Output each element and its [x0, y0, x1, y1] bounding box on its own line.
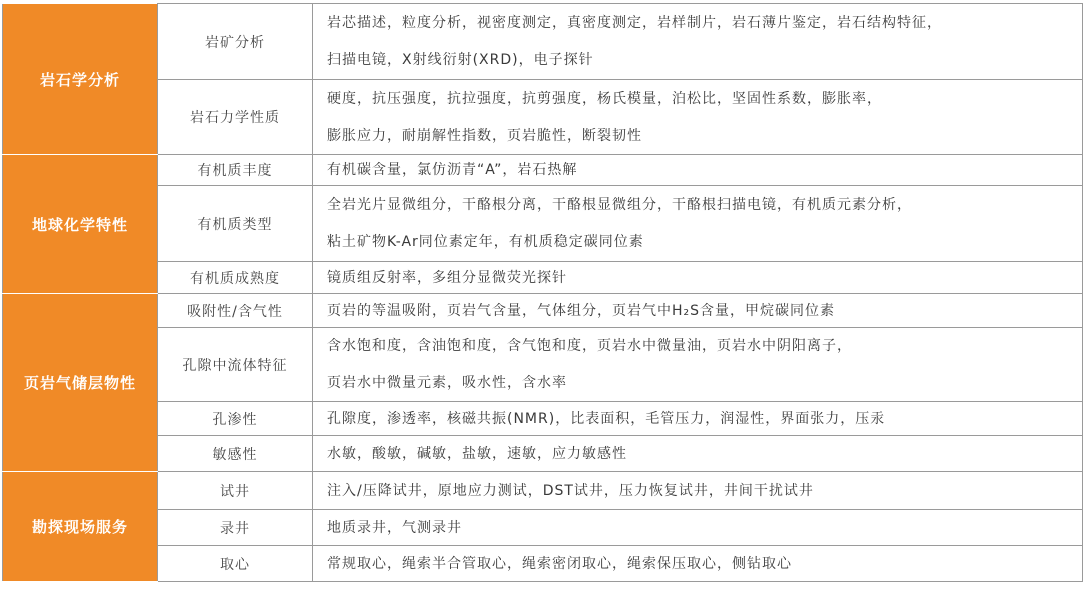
items-line: 膨胀应力，耐崩解性指数，页岩脆性，断裂韧性 [327, 127, 642, 144]
items-cell [313, 294, 1083, 328]
items-cell [313, 402, 1083, 436]
subcategory-cell: 敏感性 [158, 436, 313, 472]
items-line: 有机碳含量，氯仿沥青“A”，岩石热解 [327, 162, 578, 178]
analysis-table-container [2, 3, 1082, 582]
table-row [3, 4, 1083, 80]
subcategory-cell: 取心 [158, 546, 313, 582]
table-row [3, 294, 1083, 328]
table-row [3, 155, 1083, 186]
items-line: 硬度，抗压强度，抗拉强度，抗剪强度，杨氏模量，泊松比，坚固性系数，膨胀率， [327, 90, 882, 107]
table-row [3, 262, 1083, 294]
subcategory-cell: 岩石力学性质 [158, 80, 313, 155]
items-line: 孔隙度，渗透率，核磁共振(NMR)，比表面积，毛管压力，润湿性，界面张力，压汞 [327, 410, 886, 427]
items-cell [313, 80, 1083, 155]
items-line: 页岩水中微量元素，吸水性，含水率 [327, 375, 567, 391]
items-cell [313, 4, 1083, 80]
subcategory-cell: 有机质成熟度 [158, 262, 313, 294]
items-line: 扫描电镜，X射线衍射(XRD)，电子探针 [327, 52, 594, 68]
subcategory-cell: 试井 [158, 472, 313, 510]
analysis-services-table [2, 3, 1083, 582]
items-line: 水敏，酸敏，碱敏，盐敏，速敏，应力敏感性 [327, 445, 627, 462]
table-row [3, 546, 1083, 582]
items-line: 镜质组反射率，多组分显微荧光探针 [327, 269, 567, 286]
items-line: 含水饱和度，含油饱和度，含气饱和度，页岩水中微量油，页岩水中阴阳离子， [327, 338, 852, 354]
subcategory-cell: 岩矿分析 [158, 4, 313, 80]
items-cell [313, 472, 1083, 510]
items-cell [313, 328, 1083, 402]
category-cell-field-services: 勘探现场服务 [3, 472, 158, 582]
items-line: 注入/压降试井，原地应力测试，DST试井，压力恢复试井，井间干扰试井 [327, 482, 814, 499]
subcategory-cell: 有机质类型 [158, 186, 313, 262]
subcategory-cell: 孔渗性 [158, 402, 313, 436]
category-cell-petrology: 岩石学分析 [3, 4, 158, 155]
category-cell-geochemistry: 地球化学特性 [3, 155, 158, 294]
items-line: 粘土矿物K-Ar同位素定年，有机质稳定碳同位素 [327, 234, 644, 250]
items-cell [313, 155, 1083, 186]
table-row [3, 186, 1083, 262]
category-cell-reservoir: 页岩气储层物性 [3, 294, 158, 472]
table-row [3, 80, 1083, 155]
items-cell [313, 436, 1083, 472]
items-cell [313, 546, 1083, 582]
items-cell [313, 186, 1083, 262]
items-cell [313, 510, 1083, 546]
items-line: 地质录井，气测录井 [327, 519, 462, 536]
table-row [3, 328, 1083, 402]
table-row [3, 472, 1083, 510]
items-line: 常规取心，绳索半合管取心，绳索密闭取心，绳索保压取心，侧钻取心 [327, 555, 792, 572]
subcategory-cell: 孔隙中流体特征 [158, 328, 313, 402]
subcategory-cell: 录井 [158, 510, 313, 546]
table-row [3, 436, 1083, 472]
table-row [3, 510, 1083, 546]
items-cell [313, 262, 1083, 294]
items-line: 全岩光片显微组分，干酪根分离，干酪根显微组分，干酪根扫描电镜，有机质元素分析， [327, 197, 912, 213]
subcategory-cell: 吸附性/含气性 [158, 294, 313, 328]
items-line: 岩芯描述，粒度分析，视密度测定，真密度测定，岩样制片，岩石薄片鉴定，岩石结构特征， [327, 15, 942, 31]
subcategory-cell: 有机质丰度 [158, 155, 313, 186]
table-row [3, 402, 1083, 436]
items-line: 页岩的等温吸附，页岩气含量，气体组分，页岩气中H₂S含量，甲烷碳同位素 [327, 302, 836, 319]
